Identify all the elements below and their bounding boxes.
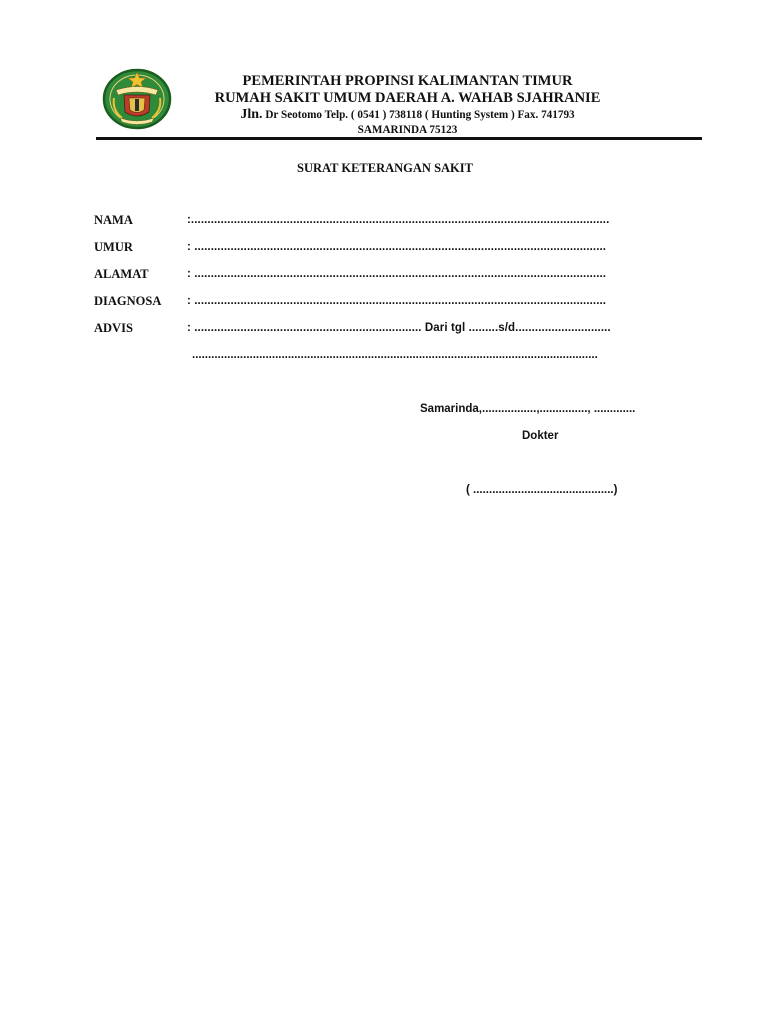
field-value-diagnosa: : ............................................................................................................................. (187, 295, 607, 307)
field-value-nama: :............................................................................................................................... (187, 214, 610, 226)
field-label-advis: ADVIS (94, 321, 133, 335)
field-value-advis: : ..................................................................... Dari tgl .........s/d............................. (187, 322, 611, 334)
field-label-nama: NAMA (94, 213, 133, 227)
letterhead-address (170, 108, 645, 122)
field-label-umur: UMUR (94, 240, 133, 254)
document-title: SURAT KETERANGAN SAKIT (297, 161, 473, 175)
signature-place-date: Samarinda,.................,..............., ............. (420, 403, 636, 415)
letterhead-divider (96, 137, 702, 140)
field-value-alamat: : ............................................................................................................................. (187, 268, 607, 280)
letterhead-address-detail: Dr Seotomo Telp. ( 0541 ) 738118 ( Hunting System ) Fax. 741793 (262, 109, 575, 121)
field-label-alamat: ALAMAT (94, 267, 149, 281)
signature-role: Dokter (522, 430, 559, 442)
letterhead-city: SAMARINDA 75123 (357, 124, 458, 136)
advis-continuation-line: ............................................................................................................................... (192, 349, 598, 361)
letterhead-government: PEMERINTAH PROPINSI KALIMANTAN TIMUR (242, 73, 573, 89)
kaltim-emblem-logo (102, 68, 172, 130)
field-value-umur: : ............................................................................................................................. (187, 241, 607, 253)
letterhead (170, 74, 645, 136)
signature-name-placeholder: ( ............................................) (466, 484, 618, 496)
field-label-diagnosa: DIAGNOSA (94, 294, 162, 308)
letterhead-address-prefix: Jln. (240, 107, 263, 122)
letterhead-hospital-name: RUMAH SAKIT UMUM DAERAH A. WAHAB SJAHRANIE (214, 89, 601, 106)
